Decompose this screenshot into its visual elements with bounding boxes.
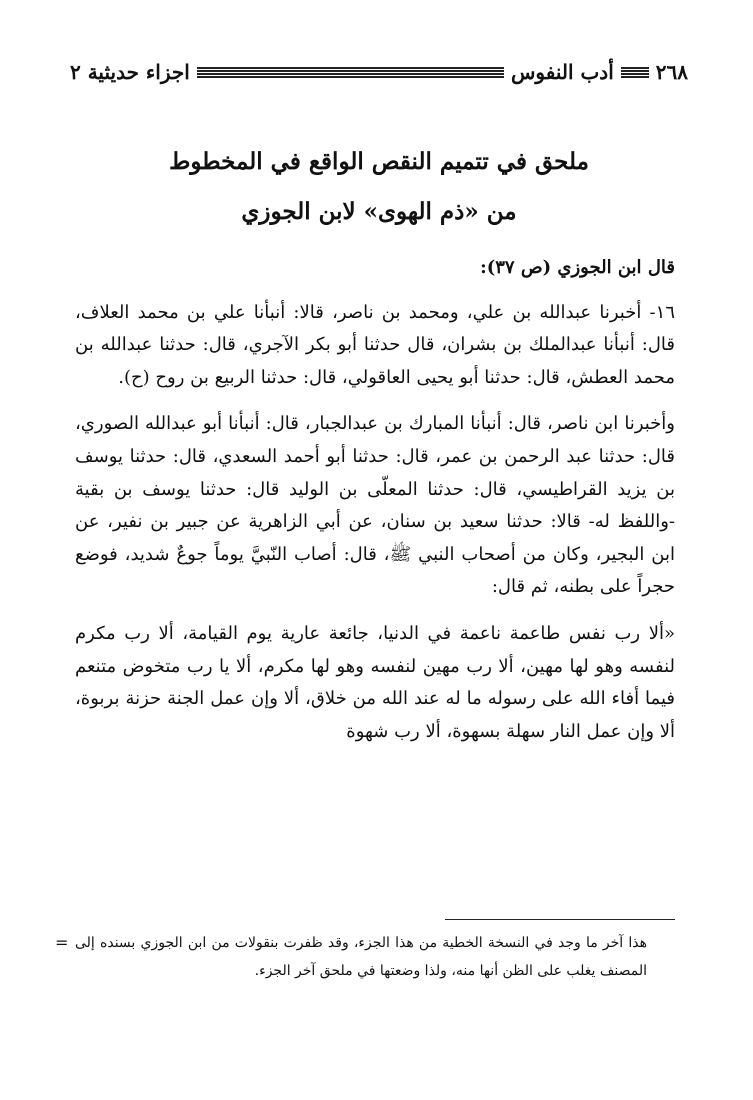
intro-line: قال ابن الجوزي (ص ٣٧): [480, 257, 675, 278]
page-title: ملحق في تتميم النقص الواقع في المخطوط [169, 148, 589, 175]
paragraph-3: «ألا رب نفس طاعمة ناعمة في الدنيا، جائعة عارية يوم القيامة، ألا رب مكرم لنفسه وهو لها مهين، ألا رب مهين لنفسه وهو لها مكرم، ألا يا رب متخوض متنعم فيما أفاء الله على رسوله ما له عند الله من خلاق، ألا وإن عمل الجنة حزنة بربوة، ألا وإن عمل النار سهلة بسهوة، ألا رب شهوة [75, 622, 675, 742]
footnote-continuation-mark: = [55, 933, 69, 952]
main-text [75, 252, 675, 748]
footnote-text: هذا آخر ما وجد في النسخة الخطية من هذا الجزء، وقد ظفرت بنقولات من ابن الجوزي بسنده إلى المصنف يغلب على الظن أنها منه، ولذا وضعتها في ملحق آخر الجزء. [75, 935, 647, 979]
series-title: اجزاء حديثية ٢ [70, 60, 190, 84]
page-subtitle: من «ذم الهوى» لابن الجوزي [241, 198, 517, 225]
running-header [70, 56, 688, 88]
paragraph-2: وأخبرنا ابن ناصر، قال: أنبأنا المبارك بن عبدالجبار، قال: أنبأنا أبو عبدالله الصوري، قال: حدثنا عبد الرحمن بن عمر، قال: حدثنا أبو أحمد السعدي، قال: حدثنا يوسف بن يزيد القراطيسي، قال: حدثنا المعلّى بن الوليد قال: حدثنا يوسف بن بقية -واللفظ له- قالا: حدثنا سعيد بن سنان، عن أبي الزاهرية عن جبير بن نفير، عن ابن البجير، وكان من أصحاب النبي ﷺ، قال: أصاب النّبيَّ يوماً جوعٌ شديد، فوضع حجراً على بطنه، ثم قال: [75, 413, 675, 598]
book-title: أدب النفوس [510, 60, 614, 84]
page-number: ٢٦٨ [655, 60, 688, 84]
header-ornament-rule [197, 67, 504, 78]
footnote [55, 929, 675, 985]
header-ornament-rule [621, 67, 649, 78]
footnote-divider [445, 919, 675, 920]
paragraph-1: ١٦- أخبرنا عبدالله بن علي، ومحمد بن ناصر، قالا: أنبأنا علي بن محمد العلاف، قال: أنبأنا عبدالملك بن بشران، قال حدثنا أبو بكر الآجري، قال: حدثنا عبدالله بن محمد العطش، قال: حدثنا أبو يحيى العاقولي، قال: حدثنا الربيع بن روح (ح). [75, 301, 675, 388]
